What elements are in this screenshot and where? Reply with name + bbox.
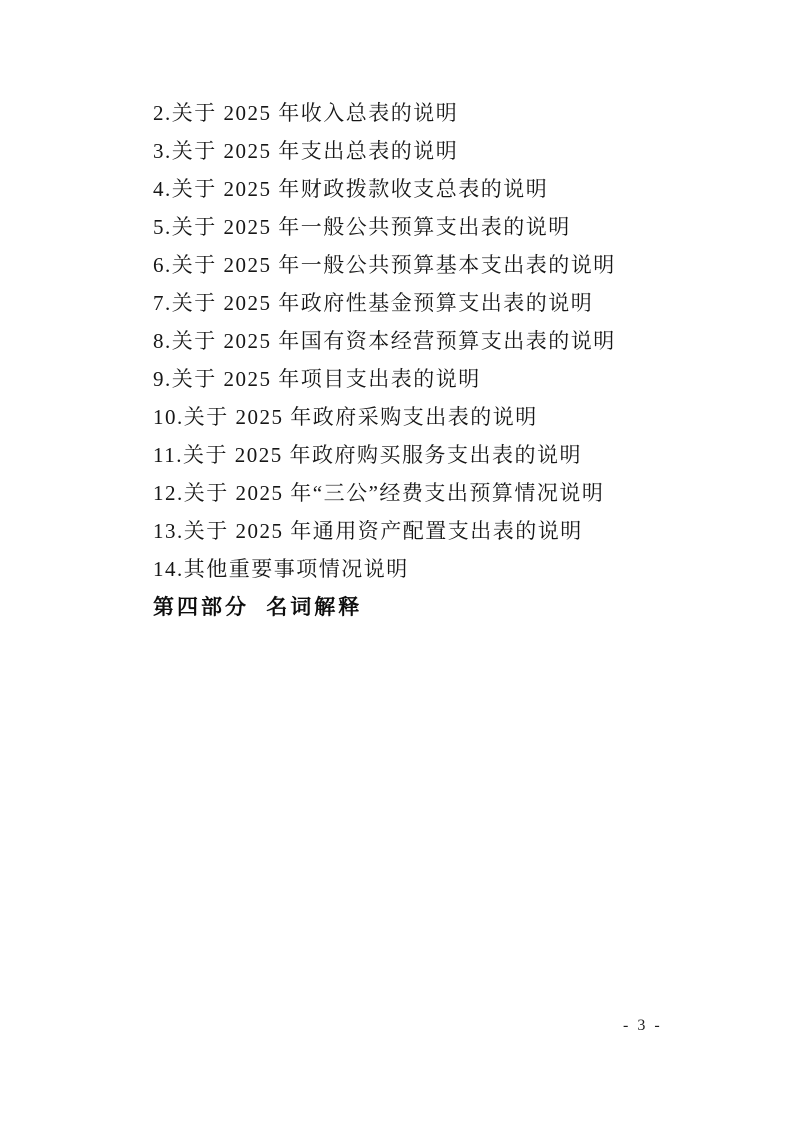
section-heading-part4: 第四部分 名词解释: [153, 595, 363, 619]
toc-item-10: 10.关于 2025 年政府采购支出表的说明: [153, 405, 538, 429]
toc-item-6: 6.关于 2025 年一般公共预算基本支出表的说明: [153, 253, 616, 277]
toc-item-11: 11.关于 2025 年政府购买服务支出表的说明: [153, 443, 582, 467]
toc-item-3: 3.关于 2025 年支出总表的说明: [153, 139, 459, 163]
page-number: - 3 -: [623, 1017, 663, 1034]
toc-item-7: 7.关于 2025 年政府性基金预算支出表的说明: [153, 291, 594, 315]
toc-item-14: 14.其他重要事项情况说明: [153, 557, 409, 581]
toc-list: [153, 94, 616, 626]
toc-item-9: 9.关于 2025 年项目支出表的说明: [153, 367, 481, 391]
toc-item-4: 4.关于 2025 年财政拨款收支总表的说明: [153, 177, 549, 201]
toc-item-12: 12.关于 2025 年“三公”经费支出预算情况说明: [153, 481, 605, 505]
toc-item-8: 8.关于 2025 年国有资本经营预算支出表的说明: [153, 329, 616, 353]
toc-item-13: 13.关于 2025 年通用资产配置支出表的说明: [153, 519, 583, 543]
toc-item-5: 5.关于 2025 年一般公共预算支出表的说明: [153, 215, 571, 239]
toc-item-2: 2.关于 2025 年收入总表的说明: [153, 101, 459, 125]
